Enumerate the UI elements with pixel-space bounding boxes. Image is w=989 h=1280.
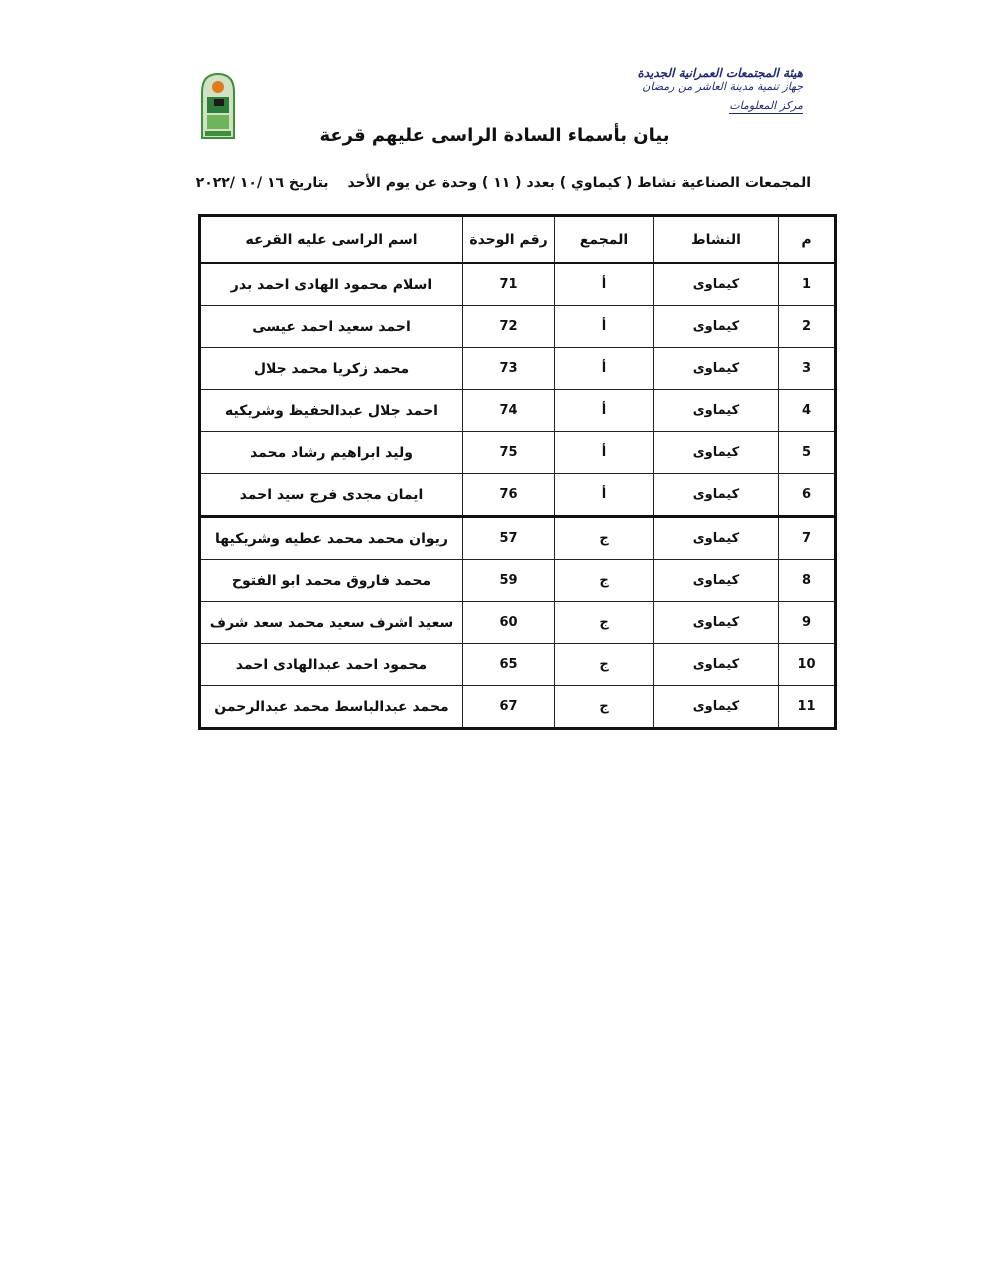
- cell-unit-number: 71: [463, 263, 555, 306]
- table-row: [200, 263, 836, 306]
- cell-complex: ج: [555, 644, 654, 686]
- cell-unit-number: 59: [463, 560, 555, 602]
- lottery-results-table: [198, 214, 837, 730]
- cell-unit-number: 57: [463, 517, 555, 560]
- letterhead-agency: جهاز تنمية مدينة العاشر من رمضان: [642, 80, 803, 94]
- cell-complex: أ: [555, 306, 654, 348]
- letterhead-authority: هيئة المجتمعات العمرانية الجديدة: [637, 66, 803, 80]
- cell-serial: 2: [779, 306, 836, 348]
- cell-serial: 7: [779, 517, 836, 560]
- cell-serial: 5: [779, 432, 836, 474]
- cell-complex: أ: [555, 474, 654, 517]
- cell-complex: أ: [555, 432, 654, 474]
- document-title: بيان بأسماء السادة الراسى عليهم قرعة: [319, 125, 670, 146]
- header-activity: النشاط: [654, 216, 779, 264]
- cell-unit-number: 67: [463, 686, 555, 729]
- table-row: [200, 306, 836, 348]
- cell-activity: كيماوى: [654, 602, 779, 644]
- cell-winner-name: محمد عبدالباسط محمد عبدالرحمن: [200, 686, 463, 729]
- table-row: [200, 686, 836, 729]
- letterhead: [633, 66, 803, 114]
- cell-unit-number: 65: [463, 644, 555, 686]
- cell-serial: 10: [779, 644, 836, 686]
- table-row: [200, 474, 836, 517]
- cell-activity: كيماوى: [654, 686, 779, 729]
- cell-winner-name: ايمان مجدى فرج سيد احمد: [200, 474, 463, 517]
- document-subtitle: [196, 175, 811, 191]
- cell-unit-number: 73: [463, 348, 555, 390]
- cell-activity: كيماوى: [654, 474, 779, 517]
- cell-unit-number: 72: [463, 306, 555, 348]
- cell-complex: أ: [555, 348, 654, 390]
- cell-unit-number: 60: [463, 602, 555, 644]
- table-header-row: [200, 216, 836, 264]
- subtitle-description: المجمعات الصناعية نشاط ( كيماوي ) بعدد ( ١١ ) وحدة عن يوم الأحد: [347, 175, 811, 191]
- cell-winner-name: سعيد اشرف سعيد محمد سعد شرف: [200, 602, 463, 644]
- cell-unit-number: 76: [463, 474, 555, 517]
- cell-activity: كيماوى: [654, 560, 779, 602]
- letterhead-department: مركز المعلومات: [729, 99, 803, 114]
- cell-winner-name: محمود احمد عبدالهادى احمد: [200, 644, 463, 686]
- cell-activity: كيماوى: [654, 644, 779, 686]
- cell-serial: 11: [779, 686, 836, 729]
- cell-serial: 4: [779, 390, 836, 432]
- cell-activity: كيماوى: [654, 306, 779, 348]
- cell-winner-name: محمد فاروق محمد ابو الفتوح: [200, 560, 463, 602]
- table-row: [200, 602, 836, 644]
- table-row: [200, 390, 836, 432]
- table-row: [200, 644, 836, 686]
- cell-winner-name: محمد زكريا محمد جلال: [200, 348, 463, 390]
- cell-serial: 3: [779, 348, 836, 390]
- cell-complex: ج: [555, 560, 654, 602]
- cell-winner-name: احمد سعيد احمد عيسى: [200, 306, 463, 348]
- cell-complex: ج: [555, 602, 654, 644]
- table-row: [200, 432, 836, 474]
- cell-complex: أ: [555, 263, 654, 306]
- cell-complex: أ: [555, 390, 654, 432]
- cell-activity: كيماوى: [654, 263, 779, 306]
- cell-activity: كيماوى: [654, 517, 779, 560]
- table-row: [200, 348, 836, 390]
- cell-winner-name: وليد ابراهيم رشاد محمد: [200, 432, 463, 474]
- cell-serial: 1: [779, 263, 836, 306]
- cell-unit-number: 74: [463, 390, 555, 432]
- cell-serial: 6: [779, 474, 836, 517]
- cell-complex: ج: [555, 686, 654, 729]
- cell-activity: كيماوى: [654, 348, 779, 390]
- cell-activity: كيماوى: [654, 432, 779, 474]
- header-unit-number: رقم الوحدة: [463, 216, 555, 264]
- table-row: [200, 560, 836, 602]
- header-winner-name: اسم الراسى عليه القرعه: [200, 216, 463, 264]
- cell-winner-name: ريوان محمد محمد عطيه وشريكيها: [200, 517, 463, 560]
- header-serial: م: [779, 216, 836, 264]
- cell-complex: ج: [555, 517, 654, 560]
- subtitle-date: بتاريخ ١٦ /١٠ /٢٠٢٢: [195, 175, 329, 191]
- header-complex: المجمع: [555, 216, 654, 264]
- cell-winner-name: احمد جلال عبدالحفيظ وشريكيه: [200, 390, 463, 432]
- table-row: [200, 517, 836, 560]
- cell-serial: 8: [779, 560, 836, 602]
- cell-winner-name: اسلام محمود الهادى احمد بدر: [200, 263, 463, 306]
- cell-serial: 9: [779, 602, 836, 644]
- cell-activity: كيماوى: [654, 390, 779, 432]
- cell-unit-number: 75: [463, 432, 555, 474]
